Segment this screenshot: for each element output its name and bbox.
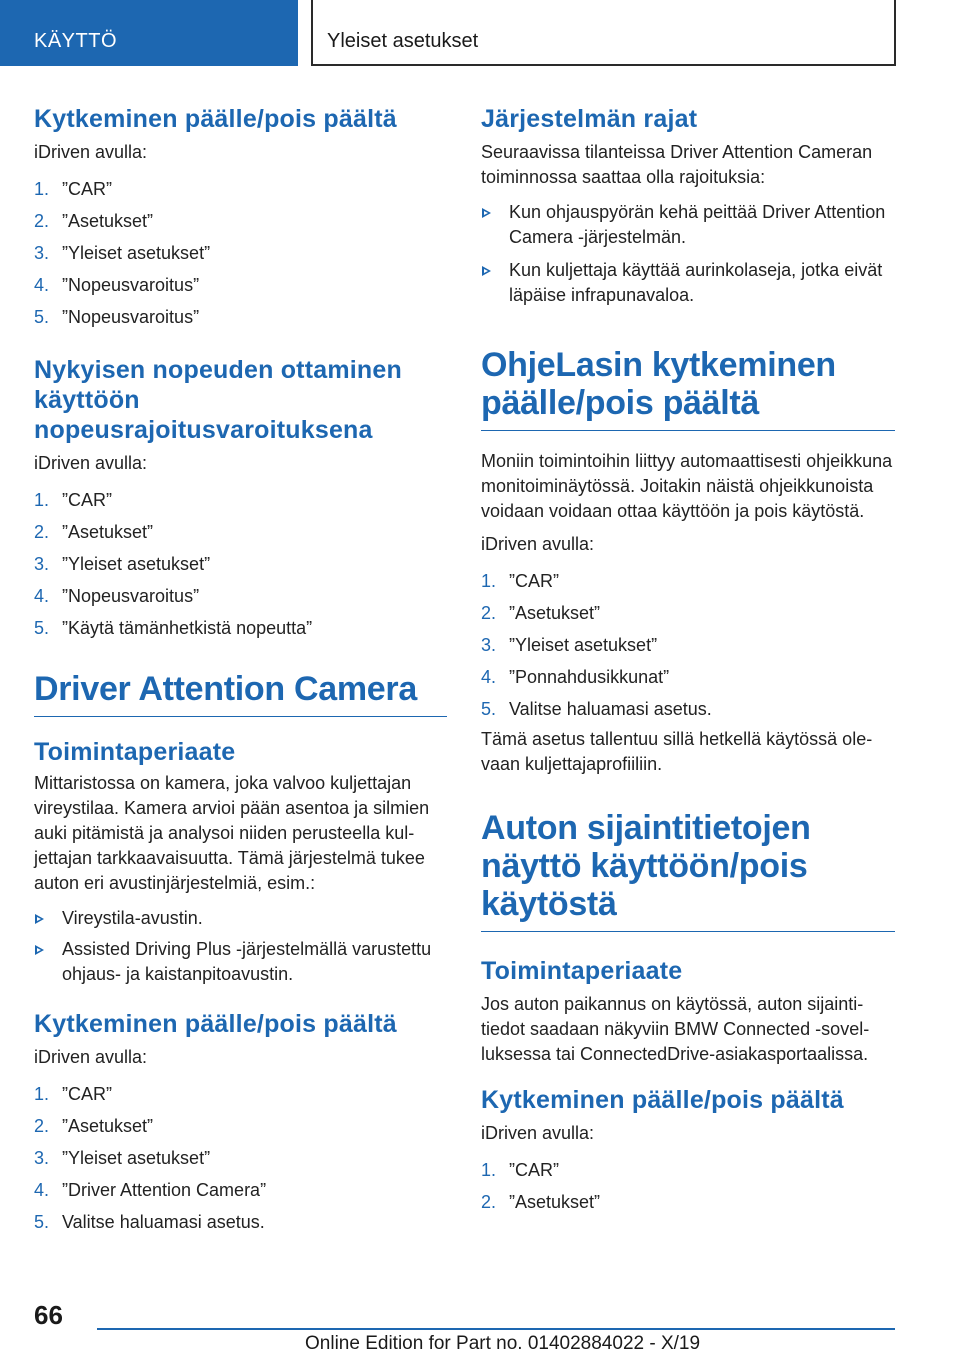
section-heading: Nykyisen nopeuden ottaminen käyttöön nopeusrajoitusvaroituksena	[34, 356, 402, 444]
list-item: Kun ohjauspyörän kehä peittää Driver Attention Camera -järjestelmän.	[481, 200, 895, 250]
list-item: 5. ”Käytä tämänhetkistä nopeutta”	[34, 618, 313, 638]
chapter-heading: Auton sijaintitietojen näyttö käyttöön/pois käytöstä	[481, 809, 895, 932]
footer-divider	[97, 1328, 895, 1330]
list-item: 5. Valitse haluamasi asetus.	[34, 1212, 265, 1232]
section-tab: KÄYTTÖ	[0, 0, 298, 66]
list-item: 1. ”CAR”	[34, 490, 112, 510]
section-heading: Järjestelmän rajat	[481, 105, 698, 133]
list-item: Kun kuljettaja käyttää aurinkolaseja, jotka eivät läpäise infrapunavaloa.	[481, 258, 895, 308]
chapter-heading: OhjeLasin kytkeminen päälle/pois päältä	[481, 346, 895, 431]
note-text: Tämä asetus tallentuu sillä hetkellä käytössä olevaan kuljettajaprofiiliin.	[481, 729, 873, 774]
section-heading: Toimintaperiaate	[34, 738, 236, 766]
edition-text: Online Edition for Part no. 01402884022 - X/19	[305, 1333, 701, 1354]
list-item: 4. ”Ponnahdusikkunat”	[481, 667, 670, 687]
body-text: Jos auton paikannus on käytössä, auton sijaintitiedot saadaan näkyviin BMW Connected -sovelluksessa tai ConnectedDrive-asiakasportaalissa.	[481, 994, 870, 1064]
chapter-heading: Driver Attention Camera	[34, 670, 447, 717]
triangle-bullet-icon	[35, 945, 44, 955]
footer-edition	[305, 1333, 700, 1355]
list-item: Vireystila-avustin.	[34, 906, 447, 931]
section-heading: Kytkeminen päälle/pois päältä	[481, 1086, 844, 1114]
page-header	[0, 0, 960, 66]
body-text: Moniin toimintoihin liittyy automaattisesti ohjeikkuna monitoiminäytössä. Joitakin näistä ohjeikkunoista voidaan voidaan ottaa käyttöön ja pois käytöstä.	[481, 451, 893, 521]
list-item: 3. ”Yleiset asetukset”	[34, 243, 211, 263]
list-item: 4. ”Driver Attention Camera”	[34, 1180, 267, 1200]
steps-list	[34, 173, 447, 333]
section-heading: Kytkeminen päälle/pois päältä	[34, 1010, 397, 1038]
list-item: 2. ”Asetukset”	[34, 1116, 154, 1136]
list-item: 3. ”Yleiset asetukset”	[34, 554, 211, 574]
steps-list	[34, 484, 447, 644]
triangle-bullet-icon	[35, 914, 44, 924]
list-item: 2. ”Asetukset”	[34, 522, 154, 542]
triangle-bullet-icon	[482, 266, 491, 276]
bullet-list	[481, 200, 895, 308]
list-item: 5. Valitse haluamasi asetus.	[481, 699, 712, 719]
intro-text: iDriven avulla:	[34, 1047, 148, 1067]
intro-text: iDriven avulla:	[34, 142, 148, 162]
list-item: 3. ”Yleiset asetukset”	[34, 1148, 211, 1168]
list-item: 5. ”Nopeusvaroitus”	[34, 307, 200, 327]
page-number: 66	[34, 1300, 63, 1330]
bullet-list	[34, 906, 447, 987]
intro-text: iDriven avulla:	[481, 1123, 595, 1143]
intro-text: iDriven avulla:	[34, 453, 148, 473]
left-column	[34, 98, 447, 1238]
list-item: 4. ”Nopeusvaroitus”	[34, 275, 200, 295]
list-item: 1. ”CAR”	[34, 179, 112, 199]
list-item: 1. ”CAR”	[481, 571, 559, 591]
body-text: Seuraavissa tilanteissa Driver Attention Cameran toiminnossa saattaa olla rajoituksia:	[481, 142, 873, 187]
body-text: Mittaristossa on kamera, joka valvoo kuljettajan vireystilaa. Kamera arvioi pään asentoa ja silmien auki pitämistä ja analysoi niiden perusteella kuljettajan tarkkaavaisuutta. Tämä järjestelmä tukee auton eri avustinjärjestelmiä, esim.:	[34, 773, 430, 893]
list-item: Assisted Driving Plus -järjestelmällä varustettu ohjaus- ja kaistanpitoavustin.	[34, 937, 447, 987]
list-item: 1. ”CAR”	[34, 1084, 112, 1104]
list-item: 4. ”Nopeusvaroitus”	[34, 586, 200, 606]
section-heading: Toimintaperiaate	[481, 957, 683, 985]
list-item: 1. ”CAR”	[481, 1160, 559, 1180]
right-column	[481, 98, 895, 1218]
intro-text: iDriven avulla:	[481, 534, 595, 554]
chapter-title: Yleiset asetukset	[311, 0, 896, 66]
list-item: 2. ”Asetukset”	[34, 211, 154, 231]
list-item: 2. ”Asetukset”	[481, 603, 601, 623]
steps-list	[34, 1078, 447, 1238]
section-heading: Kytkeminen päälle/pois päältä	[34, 105, 397, 133]
steps-list	[481, 565, 895, 725]
steps-list	[481, 1154, 895, 1218]
triangle-bullet-icon	[482, 208, 491, 218]
list-item: 3. ”Yleiset asetukset”	[481, 635, 658, 655]
list-item: 2. ”Asetukset”	[481, 1192, 601, 1212]
